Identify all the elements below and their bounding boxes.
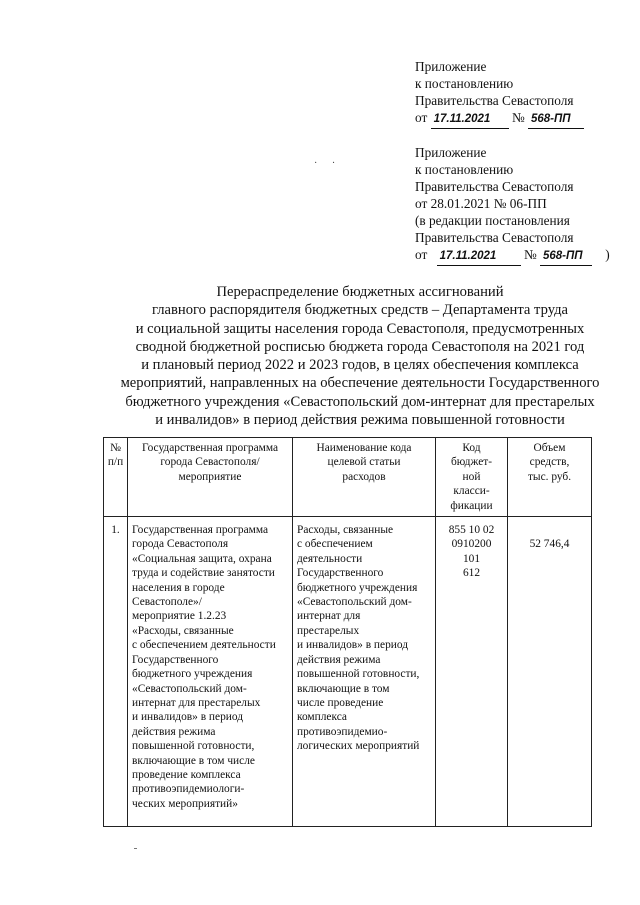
appendix-date-line [415, 109, 584, 129]
header-line: города Севастополя/ [160, 456, 260, 469]
cell-line: повышенной готовности, [297, 668, 420, 681]
budget-code-cell [436, 517, 508, 827]
cell-line: «Расходы, связанные [132, 624, 234, 637]
cell-line: Севастополе»/ [132, 596, 202, 609]
cell-line: действия режима [297, 653, 381, 666]
cell-line: «Социальная защита, охрана [132, 552, 272, 565]
title-line: мероприятий, направленных на обеспечение деятельности Государственного [120, 375, 600, 392]
title-line: бюджетного учреждения «Севастопольский дом-интернат для престарелых [125, 393, 595, 410]
cell-line: повышенной готовности, [132, 740, 255, 753]
header-line: Государственная программа [141, 442, 279, 454]
program-cell [128, 517, 293, 827]
appendix-line: к постановлению [415, 76, 514, 91]
cell-line: бюджетного учреждения [297, 581, 418, 594]
appendix-line: Приложение [415, 145, 487, 160]
appendix-header-current [415, 58, 584, 129]
cell-line: с обеспечением [297, 538, 373, 551]
cell-line: Государственная программа [132, 524, 269, 537]
cell-line: деятельности [297, 552, 363, 565]
cell-line: 855 10 02 [448, 524, 495, 537]
header-program [128, 438, 293, 517]
header-budget-code [436, 438, 508, 517]
cell-line: 612 [462, 567, 481, 580]
header-line: Объем [533, 442, 566, 454]
appendix-date-line [415, 246, 610, 266]
appendix-line: Правительства Севастополя [415, 230, 574, 245]
header-line: тыс. руб. [527, 470, 572, 483]
stray-marks: · · [314, 158, 342, 169]
appendix-line: Правительства Севастополя [415, 93, 574, 108]
amount-cell: 52 746,4 [508, 517, 592, 827]
table-row [104, 517, 592, 827]
cell-line: труда и содействие занятости [132, 567, 275, 580]
header-line: расходов [342, 470, 386, 483]
cell-line: включающие в том числе [132, 754, 255, 767]
header-line: Наименование кода [316, 442, 412, 454]
number-prefix: № [511, 110, 525, 125]
cell-line: «Севастопольский дом- [297, 596, 412, 609]
cell-line: противоэпидемиологи- [132, 783, 245, 796]
cell-line: интернат для престарелых [132, 696, 261, 709]
cell-line: мероприятие 1.2.23 [132, 610, 227, 623]
cell-line: Государственного [297, 567, 384, 580]
cell-line: 0910200 [451, 538, 492, 551]
handwritten-date: 17.11.2021 [437, 248, 521, 266]
cell-line: действия режима [132, 725, 216, 738]
cell-line: престарелых [297, 624, 360, 637]
cell-line: бюджетного учреждения [132, 668, 253, 681]
document-title [100, 283, 620, 429]
title-line: сводной бюджетной росписью бюджета города Севастополя на 2021 год [135, 338, 585, 355]
header-line: средств, [529, 456, 570, 469]
header-line: № [110, 442, 121, 454]
cell-line: и инвалидов» в период [132, 711, 244, 724]
header-line: целевой статьи [327, 456, 401, 469]
cell-line: населения в городе [132, 581, 225, 594]
header-number [104, 438, 128, 517]
code-name-cell [293, 517, 436, 827]
title-line: и социальной защиты населения города Севастополя, предусмотренных [135, 320, 585, 337]
cell-line: комплекса [297, 711, 347, 724]
header-code-name [293, 438, 436, 517]
cell-line: ческих мероприятий» [132, 797, 238, 810]
cell-line: числе проведение [297, 696, 384, 709]
handwritten-number: 568-ПП [528, 111, 584, 129]
cell-line: проведение комплекса [132, 768, 241, 781]
title-line: и инвалидов» в период действия режима повышенной готовности [155, 412, 565, 429]
cell-line: с обеспечением деятельности [132, 639, 276, 652]
appendix-line: от 28.01.2021 № 06-ПП [415, 196, 547, 211]
header-line: ной [462, 470, 481, 483]
cell-line: города Севастополя [132, 538, 229, 551]
closing-paren: ) [605, 247, 610, 262]
handwritten-number: 568-ПП [540, 248, 592, 266]
appendix-line: к постановлению [415, 162, 514, 177]
appendix-line: Правительства Севастополя [415, 179, 574, 194]
cell-line: интернат для [297, 610, 361, 623]
date-prefix: от [415, 247, 428, 262]
cell-line: 101 [462, 552, 481, 565]
header-line: мероприятие [178, 470, 242, 483]
header-line: класси- [453, 485, 490, 498]
row-number: 1. [104, 517, 128, 827]
table-header-row [104, 438, 592, 517]
stray-mark [134, 848, 137, 849]
cell-line: логических мероприятий [297, 740, 420, 753]
appendix-line: (в редакции постановления [415, 213, 570, 228]
handwritten-date: 17.11.2021 [431, 111, 509, 129]
cell-line: «Севастопольский дом- [132, 682, 247, 695]
cell-line: Расходы, связанные [297, 524, 394, 537]
number-prefix: № [523, 247, 537, 262]
header-line: фикации [450, 499, 493, 512]
title-line: Перераспределение бюджетных ассигнований [216, 284, 504, 300]
header-line: бюджет- [450, 456, 493, 469]
cell-line: Государственного [132, 653, 219, 666]
header-line: п/п [107, 456, 124, 469]
appendix-line: Приложение [415, 59, 487, 74]
allocation-table [103, 437, 592, 827]
header-line: Код [462, 442, 481, 454]
cell-line: противоэпидемио- [297, 725, 388, 738]
cell-line: включающие в том [297, 682, 390, 695]
header-amount [508, 438, 592, 517]
cell-line: и инвалидов» в период [297, 639, 409, 652]
date-prefix: от [415, 110, 428, 125]
title-line: главного распорядителя бюджетных средств – Департамента труда [152, 302, 568, 319]
appendix-header-original [415, 144, 610, 266]
title-line: и плановый период 2022 и 2023 годов, в целях обеспечения комплекса [141, 357, 579, 374]
